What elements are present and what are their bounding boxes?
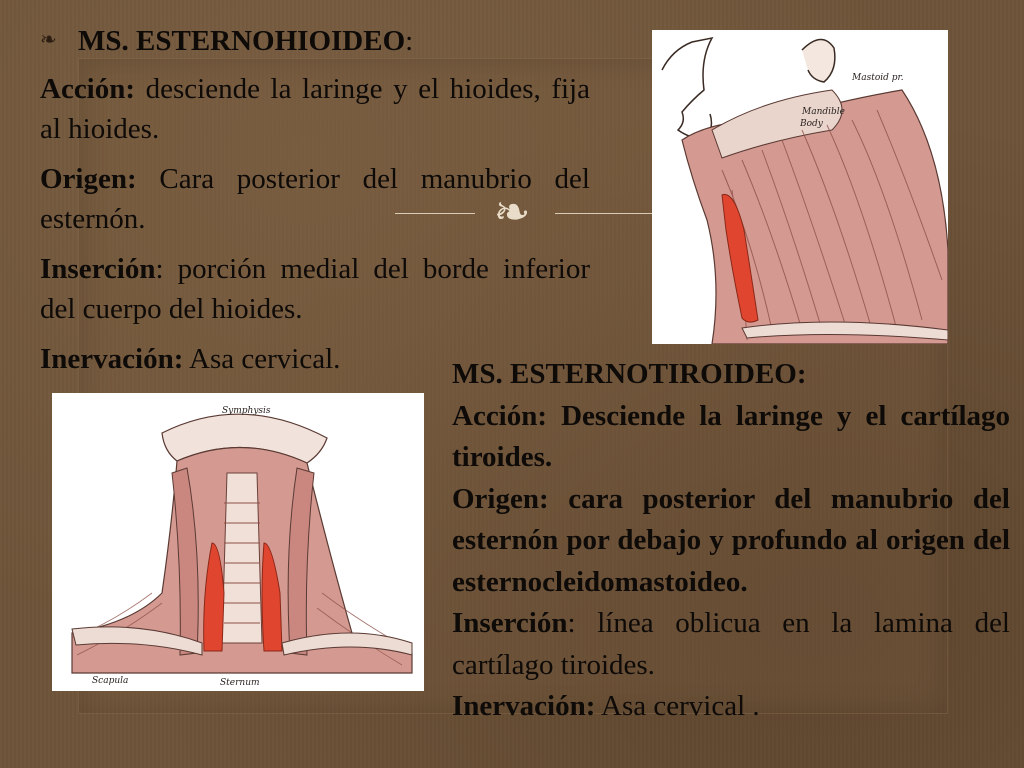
curl-ornament-icon: ❧ (493, 187, 531, 238)
sternothyroid-accion: Acción: Desciende la laringe y el cartílago tiroides. (452, 399, 1010, 473)
origen-label: Origen: (40, 163, 137, 195)
title-colon: : (405, 25, 414, 57)
divider-line-left (395, 213, 475, 214)
sternothyroid-origen-b: esternocleidomastoideo. (452, 565, 748, 598)
label-symphysis: Symphysis (222, 406, 271, 416)
origen-text: Cara posterior del manubrio del esternón. (40, 163, 590, 235)
divider-line-right (555, 213, 653, 214)
sternohyoid-title: MS. ESTERNOHIOIDEO (78, 25, 406, 57)
insercion-text: : porción medial del borde inferior del cuerpo del hioides. (40, 253, 590, 325)
curl-ornament-icon: ❧ (40, 29, 57, 51)
sternohyoid-accion (40, 69, 590, 149)
accion-label: Acción: (40, 73, 136, 105)
r-insercion-label: Inserción (452, 607, 568, 639)
neck-lateral-svg (652, 30, 948, 344)
label-mandible: Mandible (802, 107, 845, 117)
label-scapula: Scapula (92, 676, 129, 686)
neck-lateral-illustration (652, 30, 948, 344)
inervacion-label: Inervación: (40, 343, 184, 375)
inervacion-text: Asa cervical. (183, 343, 341, 375)
label-sternum: Sternum (220, 678, 260, 688)
label-mastoid: Mastoid pr. (852, 73, 904, 83)
insercion-label: Inserción (40, 253, 156, 285)
r-inervacion-label: Inervación: (452, 690, 596, 722)
accion-text: desciende la laringe y el hioides, fija al hioides. (40, 73, 590, 145)
sternothyroid-title: MS. ESTERNOTIROIDEO: (452, 358, 807, 390)
sternothyroid-insercion (452, 603, 1010, 686)
neck-front-svg (52, 393, 424, 691)
r-insercion-text: : línea oblicua en la lamina del cartílago tiroides. (452, 607, 1010, 681)
sternohyoid-title-line (40, 20, 590, 61)
r-inervacion-text: Asa cervical . (595, 690, 760, 722)
sternothyroid-origen-a: Origen: cara posterior del manubrio del esternón por debajo y profundo al origen del (452, 482, 1010, 556)
label-body: Body (800, 119, 823, 129)
neck-front-illustration (52, 393, 424, 691)
sternothyroid-section (452, 354, 1010, 728)
sternohyoid-insercion (40, 249, 590, 329)
sternothyroid-inervacion (452, 686, 1010, 728)
